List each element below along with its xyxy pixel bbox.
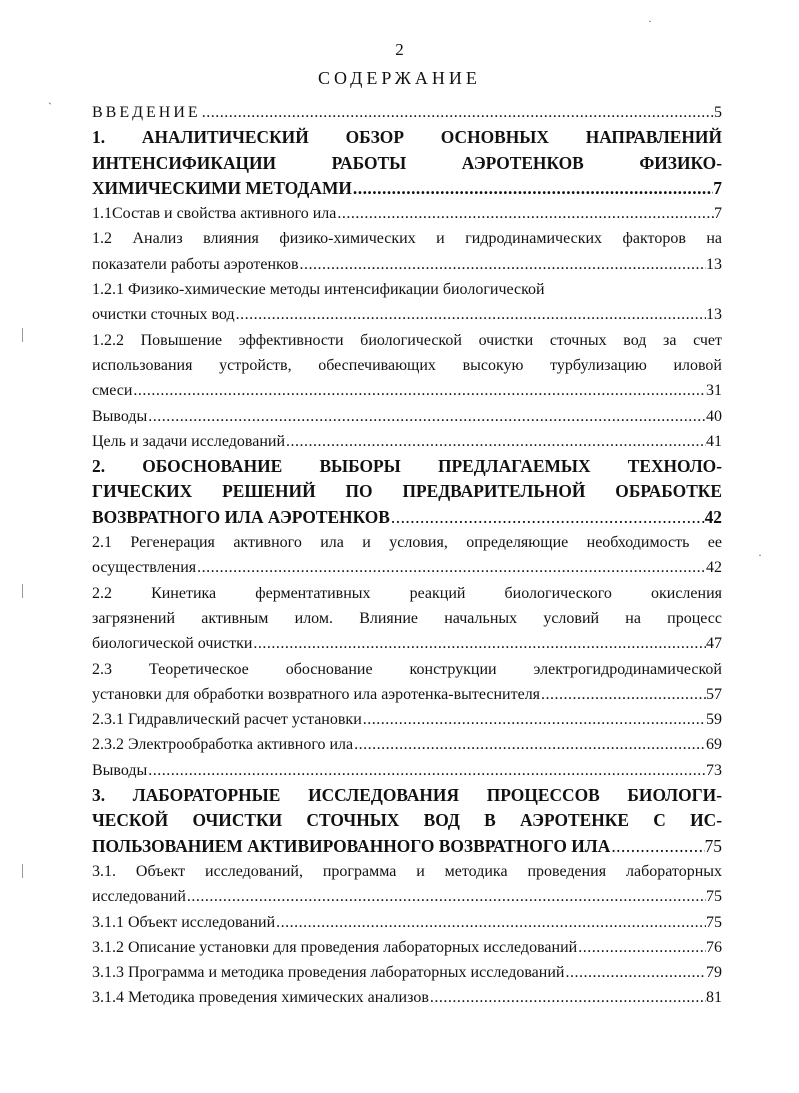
toc-entry[interactable]: [92, 302, 722, 327]
toc-entry-title: 2.3.1 Гидравлический расчет установки: [92, 711, 362, 729]
toc-entry[interactable]: 2.2 Кинетика ферментативных реакций биологического окисления: [92, 584, 722, 602]
toc-page-number: 41: [706, 432, 722, 450]
toc-leader-dots: [362, 707, 706, 732]
toc-page-number: 7: [713, 177, 722, 198]
toc-entry[interactable]: 2.1 Регенерация активного ила и условия, определяющие необходимость ее: [92, 534, 722, 552]
toc-entry[interactable]: [92, 682, 722, 707]
toc-entry-title: Выводы: [92, 761, 148, 779]
toc-entry-title: 2.3.2 Электрообработка активного ила: [92, 736, 354, 754]
toc-leader-dots: [285, 429, 706, 454]
toc-entry-title: ВВЕДЕНИЕ: [92, 104, 201, 121]
toc-entry[interactable]: [92, 910, 722, 935]
toc-page-number: 75: [706, 888, 722, 906]
toc-entry-title: 3.1.1 Объект исследований: [92, 913, 276, 931]
toc-entry[interactable]: 2. ОБОСНОВАНИЕ ВЫБОРЫ ПРЕДЛАГАЕМЫХ ТЕХНОЛО-: [92, 456, 722, 477]
toc-entry-title: 1.1Состав и свойства активного ила: [92, 205, 337, 223]
toc-page-number: 57: [706, 685, 722, 703]
toc-page-number: 69: [706, 736, 722, 754]
toc-entry-title: 3.1.3 Программа и методика проведения лабораторных исследований: [92, 964, 565, 982]
toc-leader-dots: [352, 176, 713, 201]
toc-page-number: 76: [706, 938, 722, 956]
page-number: 2: [395, 40, 404, 59]
toc-entry[interactable]: [92, 429, 722, 454]
toc-entry-title: 3.1.4 Методика проведения химических анализов: [92, 989, 429, 1007]
table-of-contents: [92, 100, 722, 1011]
page-title: СОДЕРЖАНИЕ: [318, 68, 481, 88]
toc-page-number: 75: [706, 913, 722, 931]
toc-entry-title: смеси: [92, 382, 133, 400]
toc-entry[interactable]: загрязнений активным илом. Влияние начальных условий на процесс: [92, 609, 722, 627]
toc-page-number: 42: [706, 559, 722, 577]
toc-entry[interactable]: [92, 884, 722, 909]
toc-entry[interactable]: [92, 378, 722, 403]
toc-entry[interactable]: [92, 732, 722, 757]
toc-leader-dots: [235, 302, 706, 327]
toc-leader-dots: [353, 732, 706, 757]
toc-leader-dots: [147, 404, 706, 429]
toc-entry-title: ПОЛЬЗОВАНИЕМ АКТИВИРОВАННОГО ВОЗВРАТНОГО ИЛА: [92, 835, 611, 856]
toc-entry-title: Цель и задачи исследований: [92, 432, 286, 450]
toc-page-number: 7: [714, 205, 722, 223]
toc-entry[interactable]: 1. АНАЛИТИЧЕСКИЙ ОБЗОР ОСНОВНЫХ НАПРАВЛЕНИЙ: [92, 127, 722, 148]
scan-speck: ˋ: [48, 100, 52, 114]
toc-page-number: 59: [706, 711, 722, 729]
toc-entry[interactable]: [92, 252, 722, 277]
toc-entry[interactable]: 1.2.2 Повышение эффективности биологической очистки сточных вод за счет: [92, 331, 722, 349]
toc-entry[interactable]: [92, 935, 722, 960]
toc-entry[interactable]: [92, 707, 722, 732]
toc-entry-title: осуществления: [92, 559, 197, 577]
toc-entry-title: Выводы: [92, 407, 148, 425]
toc-page-number: 13: [706, 306, 722, 324]
toc-leader-dots: [540, 682, 706, 707]
toc-page-number: 13: [706, 255, 722, 273]
toc-entry[interactable]: [92, 960, 722, 985]
toc-entry[interactable]: [92, 201, 722, 226]
toc-entry-title: 3.1.2 Описание установки для проведения лабораторных исследований: [92, 938, 578, 956]
toc-leader-dots: [299, 252, 706, 277]
toc-entry[interactable]: [92, 404, 722, 429]
toc-entry-title: ВОЗВРАТНОГО ИЛА АЭРОТЕНКОВ: [92, 506, 390, 527]
toc-page-number: 42: [704, 506, 722, 527]
toc-leader-dots: [132, 378, 706, 403]
scan-speck: ·: [758, 548, 762, 562]
toc-entry[interactable]: 2.3 Теоретическое обоснование конструкции электрогидродинамической: [92, 660, 722, 678]
toc-leader-dots: [610, 834, 704, 859]
toc-page-number: 40: [706, 407, 722, 425]
toc-page-number: 5: [714, 104, 722, 121]
toc-entry[interactable]: [92, 505, 722, 530]
toc-leader-dots: [186, 884, 706, 909]
toc-entry-title: исследований: [92, 888, 186, 906]
toc-leader-dots: [577, 935, 706, 960]
toc-entry[interactable]: [92, 555, 722, 580]
margin-mark: [22, 864, 23, 878]
toc-leader-dots: [564, 960, 706, 985]
toc-leader-dots: [201, 100, 714, 125]
toc-entry[interactable]: ЧЕСКОЙ ОЧИСТКИ СТОЧНЫХ ВОД В АЭРОТЕНКЕ С ИС-: [92, 810, 722, 831]
toc-entry[interactable]: [92, 176, 722, 201]
toc-page-number: 81: [706, 989, 722, 1007]
toc-leader-dots: [275, 910, 706, 935]
toc-leader-dots: [147, 758, 706, 783]
toc-entry-title: ХИМИЧЕСКИМИ МЕТОДАМИ: [92, 177, 352, 198]
toc-entry-title: 1.2.1 Физико-химические методы интенсификации биологической: [92, 281, 545, 299]
toc-entry[interactable]: [92, 834, 722, 859]
toc-leader-dots: [429, 985, 706, 1010]
toc-entry[interactable]: [92, 277, 722, 302]
toc-entry[interactable]: ГИЧЕСКИХ РЕШЕНИЙ ПО ПРЕДВАРИТЕЛЬНОЙ ОБРАБОТКЕ: [92, 481, 722, 502]
toc-leader-dots: [196, 555, 706, 580]
toc-entry[interactable]: [92, 631, 722, 656]
toc-entry-title: установки для обработки возвратного ила аэротенка-вытеснителя: [92, 685, 541, 703]
toc-page-number: 75: [704, 835, 722, 856]
margin-mark: [22, 328, 23, 342]
toc-entry-title: биологической очистки: [92, 635, 253, 653]
toc-page-number: 47: [706, 635, 722, 653]
toc-leader-dots: [336, 201, 714, 226]
toc-leader-dots: [252, 631, 706, 656]
toc-entry[interactable]: [92, 758, 722, 783]
toc-entry[interactable]: 3.1. Объект исследований, программа и методика проведения лабораторных: [92, 862, 722, 880]
toc-entry-title: очистки сточных вод: [92, 306, 235, 324]
toc-page-number: 31: [706, 382, 722, 400]
toc-entry[interactable]: 1.2 Анализ влияния физико-химических и гидродинамических факторов на: [92, 230, 722, 248]
toc-entry[interactable]: 3. ЛАБОРАТОРНЫЕ ИССЛЕДОВАНИЯ ПРОЦЕССОВ БИОЛОГИ-: [92, 785, 722, 806]
toc-entry-title: показатели работы аэротенков: [92, 255, 299, 273]
toc-entry[interactable]: использования устройств, обеспечивающих высокую турбулизацию иловой: [92, 356, 722, 374]
toc-page-number: 79: [706, 964, 722, 982]
toc-entry[interactable]: ИНТЕНСИФИКАЦИИ РАБОТЫ АЭРОТЕНКОВ ФИЗИКО-: [92, 152, 722, 173]
toc-page-number: 73: [706, 761, 722, 779]
toc-entry[interactable]: [92, 100, 722, 125]
toc-leader-dots: [390, 505, 705, 530]
scan-speck: ·: [648, 14, 652, 28]
margin-mark: [22, 584, 23, 598]
toc-entry[interactable]: [92, 985, 722, 1010]
